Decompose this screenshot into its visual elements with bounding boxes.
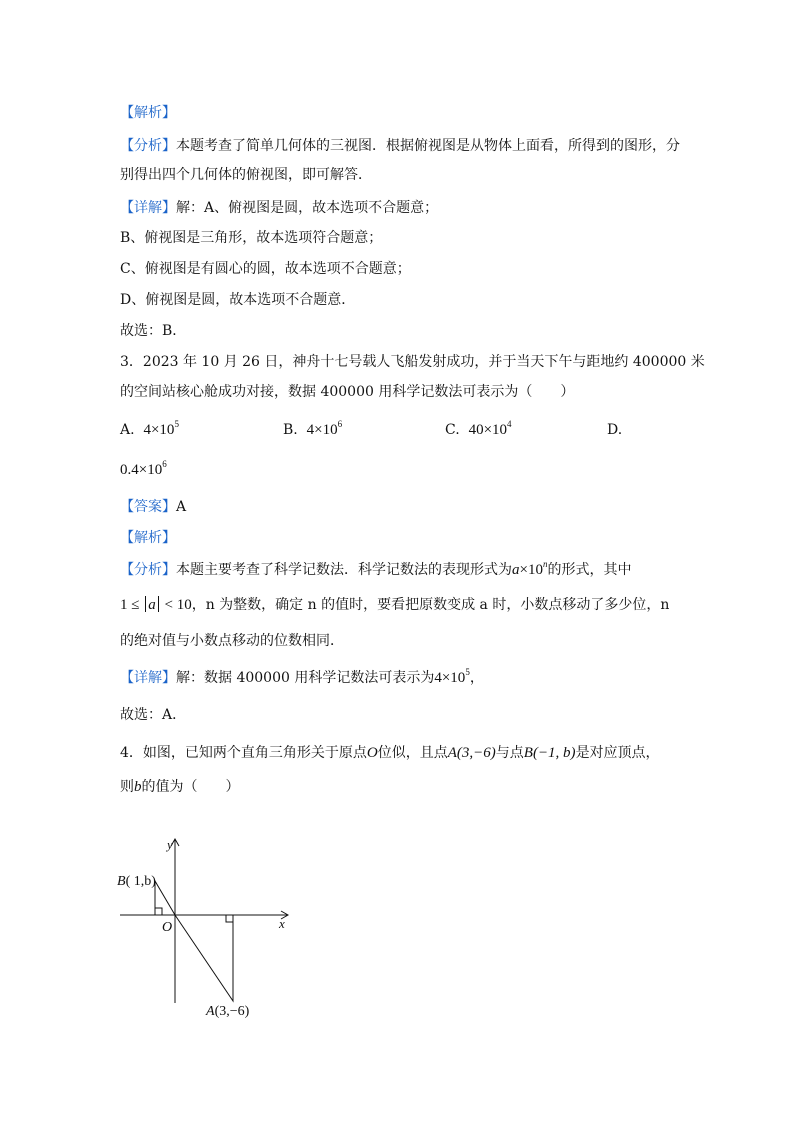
small-right-angle-mark [155,908,162,915]
q2-detail-a [120,198,438,218]
y-axis-label: y [167,837,173,852]
q3-fenxi-tag: 【分析】 [120,562,176,578]
q3-option-b-label: B. [283,422,298,438]
q2-detail-d: D、俯视图是圆，故本选项不合题意． [120,292,356,308]
q3-choose: 故选：A． [120,707,187,723]
q3-fenxi-inequality: 1 ≤ a < 10 [120,597,192,613]
q2-detail-c: C、俯视图是有圆心的圆，故本选项不合题意； [120,261,411,277]
q3-stem-line2: 的空间站核心舱成功对接，数据 400000 用科学记数法可表示为（ ） [120,384,575,400]
q2-choose: 故选：B． [120,323,187,339]
q3-option-c [445,420,512,440]
q3-answer [120,497,186,517]
q2-detail-tag: 【详解】 [120,200,176,216]
q3-fenxi-line2 [120,595,669,615]
q3-option-b [283,420,342,440]
q3-detail-value: $4\times 10^5$ [434,667,470,686]
q3-option-b-value: $4\times 10^6$ [306,419,343,438]
q3-answer-tag: 【答案】 [120,499,176,515]
q4-stem-line2: 则b的值为（ ） [120,779,240,795]
q3-detail: 【详解】解：数据 400000 用科学记数法可表示为$4\times 10^5$， [120,667,484,686]
x-axis-label: x [279,916,285,931]
q2-analysis-tag: 【解析】 [120,105,176,121]
q3-option-a-value: $4\times 10^5$ [143,419,179,438]
q3-answer-value: A [176,499,187,515]
q2-fenxi-tag: 【分析】 [120,138,176,154]
q2-fenxi-line2: 别得出四个几何体的俯视图，即可解答． [120,167,372,183]
q3-fenxi-line3: 的绝对值与小数点移动的位数相同． [120,633,344,649]
q3-fenxi-text2: ，n 为整数，确定 n 的值时，要看把原数变成 a 时，小数点移动了多少位，n [191,597,670,613]
q3-option-a-label: A. [120,422,135,438]
q2-fenxi-text1: 本题考查了简单几何体的三视图．根据俯视图是从物体上面看，所得到的图形，分 [176,138,680,154]
q2-detail-b: B、俯视图是三角形，故本选项符合题意； [120,230,383,246]
q3-fenxi-text1-tail: 的形式，其中 [547,562,632,578]
q3-fenxi-text1: 本题主要考查了科学记数法．科学记数法的表现形式为 [176,562,512,578]
q3-option-a [120,420,179,440]
q2-fenxi-line1 [120,136,680,156]
point-b-label: B( 1,b) [117,874,156,889]
q3-option-c-label: C. [445,422,460,438]
q3-analysis-tag: 【解析】 [120,530,176,546]
q3-detail-tag: 【详解】 [120,670,176,686]
q3-detail-text: 解：数据 400000 用科学记数法可表示为 [176,670,435,686]
q3-stem-line1: 3．2023 年 10 月 26 日，神舟十七号载人飞船发射成功，并于当天下午与距地约 400000 米 [120,354,705,370]
q3-option-d-label: D. [607,422,623,438]
q4-stem-line1: 4．如图，已知两个直角三角形关于原点O位似，且点A(3,−6)与点B(−1, b)是对应顶点， [120,745,660,761]
q4-figure [110,835,300,1025]
q3-option-d-value: $0.4\times 10^6$ [120,459,167,478]
q3-option-c-value: $40\times 10^4$ [468,419,512,438]
small-triangle [155,881,175,915]
q3-fenxi-line1 [120,560,631,580]
point-a-label: A(3,−6) [206,1004,250,1019]
large-triangle [175,915,233,1001]
large-right-angle-mark [226,915,233,922]
q2-detail-a-text: 解：A、俯视图是圆，故本选项不合题意； [176,200,439,216]
q3-fenxi-formula: $a\times 10^n$ [512,559,548,578]
origin-label: O [162,920,173,935]
